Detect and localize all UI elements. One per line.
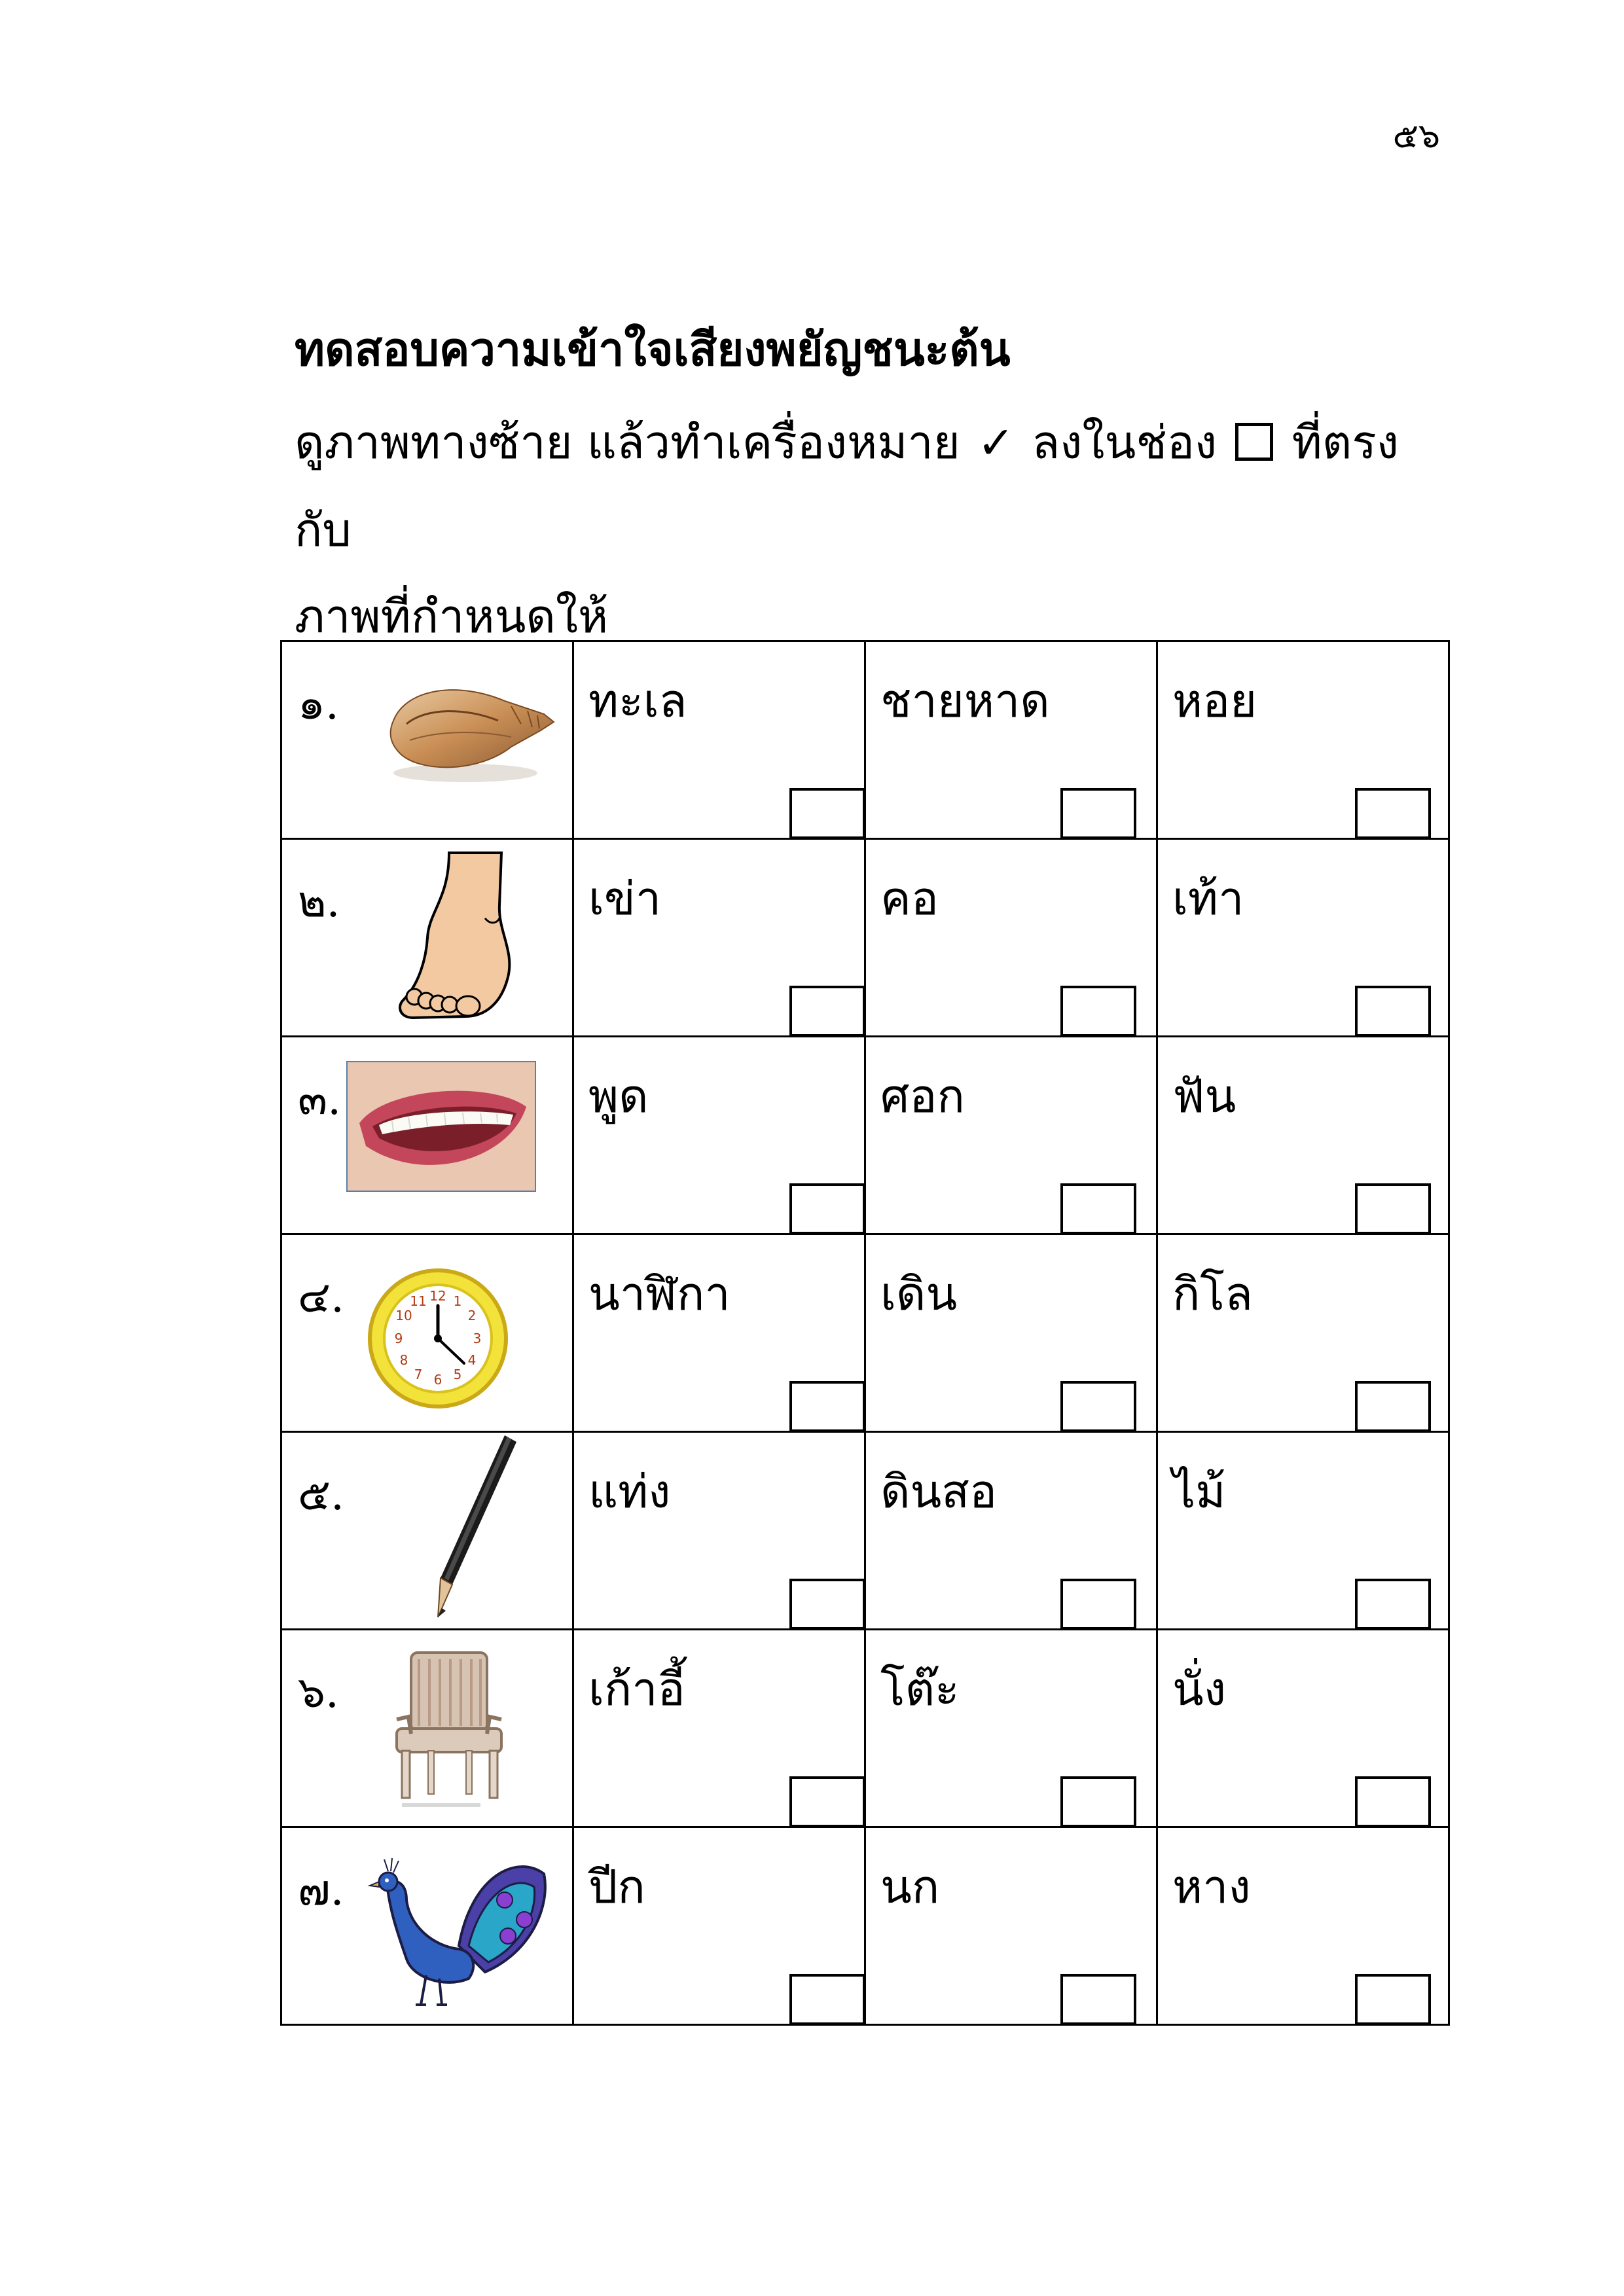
answer-checkbox[interactable] xyxy=(1060,1579,1136,1630)
choice-word: หาง xyxy=(1172,1860,1251,1914)
choice-cell xyxy=(1157,839,1449,1037)
choice-word: ฟัน xyxy=(1172,1069,1236,1123)
choice-cell xyxy=(865,839,1157,1037)
picture-cell xyxy=(281,1037,573,1234)
row-number: ๖. xyxy=(298,1667,339,1717)
answer-checkbox[interactable] xyxy=(1060,1776,1136,1827)
picture-cell xyxy=(281,1827,573,2025)
answer-checkbox[interactable] xyxy=(789,1579,865,1630)
answer-checkbox[interactable] xyxy=(1355,1381,1431,1432)
choice-word: ดินสอ xyxy=(880,1465,998,1518)
worksheet-table xyxy=(280,640,1450,2026)
choice-cell xyxy=(573,839,865,1037)
choice-cell xyxy=(1157,1630,1449,1827)
row-number: ๔. xyxy=(298,1272,344,1322)
choice-word: นาฬิกา xyxy=(588,1267,731,1321)
answer-checkbox[interactable] xyxy=(1060,986,1136,1037)
answer-checkbox[interactable] xyxy=(1355,788,1431,839)
row-number: ๕. xyxy=(298,1469,344,1520)
checkmark-icon: ✓ xyxy=(977,418,1015,469)
choice-word: นก xyxy=(880,1860,940,1914)
clock-numeral: 4 xyxy=(467,1352,477,1368)
answer-checkbox[interactable] xyxy=(1355,1579,1431,1630)
clock-numeral: 1 xyxy=(453,1293,462,1309)
choice-cell xyxy=(573,1037,865,1234)
page-title: ทดสอบความเข้าใจเสียงพยัญชนะต้น xyxy=(295,322,1011,376)
instruction-part-3: ที่ตรงกับ xyxy=(295,416,1399,557)
choice-word: เก้าอี้ xyxy=(588,1662,685,1716)
picture-cell xyxy=(281,1234,573,1432)
foot-icon xyxy=(387,846,537,1036)
clock-numeral: 3 xyxy=(473,1331,482,1346)
answer-checkbox[interactable] xyxy=(1355,1776,1431,1827)
clock-numeral: 12 xyxy=(429,1288,446,1304)
choice-cell xyxy=(573,1432,865,1630)
choice-word: หอย xyxy=(1172,674,1257,728)
table-row xyxy=(281,1827,1449,2025)
clock-numeral: 9 xyxy=(394,1331,403,1346)
answer-checkbox[interactable] xyxy=(789,788,865,839)
choice-word: กิโล xyxy=(1172,1267,1253,1321)
choice-word: เดิน xyxy=(880,1267,958,1321)
choice-cell xyxy=(1157,1037,1449,1234)
choice-cell xyxy=(573,1827,865,2025)
picture-cell xyxy=(281,641,573,839)
clock-icon xyxy=(366,1266,510,1410)
table-row xyxy=(281,839,1449,1037)
instruction-text xyxy=(295,399,1447,660)
empty-box-icon xyxy=(1235,423,1273,461)
peacock-icon xyxy=(361,1848,550,2011)
table-row xyxy=(281,1432,1449,1630)
clock-numeral: 7 xyxy=(414,1367,423,1382)
clock-numeral: 10 xyxy=(395,1308,412,1323)
choice-cell xyxy=(1157,1234,1449,1432)
choice-cell xyxy=(865,1432,1157,1630)
choice-word: ชายหาด xyxy=(880,674,1050,728)
answer-checkbox[interactable] xyxy=(789,1381,865,1432)
choice-cell xyxy=(1157,641,1449,839)
answer-checkbox[interactable] xyxy=(789,1183,865,1234)
row-number: ๓. xyxy=(298,1074,342,1124)
answer-checkbox[interactable] xyxy=(1060,1381,1136,1432)
choice-word: โต๊ะ xyxy=(880,1662,960,1716)
choice-cell xyxy=(573,1630,865,1827)
choice-word: ทะเล xyxy=(588,674,687,728)
choice-cell xyxy=(865,1630,1157,1827)
row-number: ๑. xyxy=(298,679,339,729)
row-number: ๒. xyxy=(298,876,340,927)
picture-cell xyxy=(281,1630,573,1827)
table-row xyxy=(281,1630,1449,1827)
answer-checkbox[interactable] xyxy=(1355,986,1431,1037)
page-number: ๕๖ xyxy=(1392,117,1440,156)
choice-cell xyxy=(573,641,865,839)
choice-word: เข่า xyxy=(588,872,662,925)
choice-word: แท่ง xyxy=(588,1465,671,1518)
teeth-icon xyxy=(346,1061,536,1192)
shell-icon xyxy=(380,675,557,786)
answer-checkbox[interactable] xyxy=(1355,1974,1431,2025)
clock-numeral: 11 xyxy=(410,1293,427,1309)
answer-checkbox[interactable] xyxy=(1060,788,1136,839)
instruction-part-1: ดูภาพทางซ้าย แล้วทำเครื่องหมาย xyxy=(295,416,960,469)
table-row xyxy=(281,1037,1449,1234)
clock-numeral: 5 xyxy=(453,1367,462,1382)
instruction-part-4: ภาพที่กำหนดให้ xyxy=(295,590,609,643)
choice-cell xyxy=(865,641,1157,839)
choice-cell xyxy=(865,1037,1157,1234)
clock-numeral: 6 xyxy=(433,1372,442,1388)
choice-word: นั่ง xyxy=(1172,1662,1227,1716)
table-row xyxy=(281,641,1449,839)
answer-checkbox[interactable] xyxy=(1060,1183,1136,1234)
answer-checkbox[interactable] xyxy=(789,1974,865,2025)
answer-checkbox[interactable] xyxy=(1355,1183,1431,1234)
choice-word: ไม้ xyxy=(1172,1465,1226,1518)
choice-cell xyxy=(865,1827,1157,2025)
choice-cell xyxy=(865,1234,1157,1432)
choice-cell xyxy=(1157,1432,1449,1630)
pencil-icon xyxy=(400,1433,531,1629)
picture-cell xyxy=(281,839,573,1037)
answer-checkbox[interactable] xyxy=(789,986,865,1037)
choice-word: พูด xyxy=(588,1069,649,1123)
chair-icon xyxy=(377,1649,508,1812)
choice-word: ศอก xyxy=(880,1069,965,1123)
clock-numeral: 2 xyxy=(467,1308,477,1323)
answer-checkbox[interactable] xyxy=(789,1776,865,1827)
choice-cell xyxy=(573,1234,865,1432)
clock-numeral: 8 xyxy=(399,1352,408,1368)
answer-checkbox[interactable] xyxy=(1060,1974,1136,2025)
choice-word: เท้า xyxy=(1172,872,1244,925)
choice-word: คอ xyxy=(880,872,939,925)
row-number: ๗. xyxy=(298,1865,344,1915)
picture-cell xyxy=(281,1432,573,1630)
choice-cell xyxy=(1157,1827,1449,2025)
instruction-part-2: ลงในช่อง xyxy=(1032,416,1218,469)
table-row xyxy=(281,1234,1449,1432)
choice-word: ปีก xyxy=(588,1860,645,1914)
